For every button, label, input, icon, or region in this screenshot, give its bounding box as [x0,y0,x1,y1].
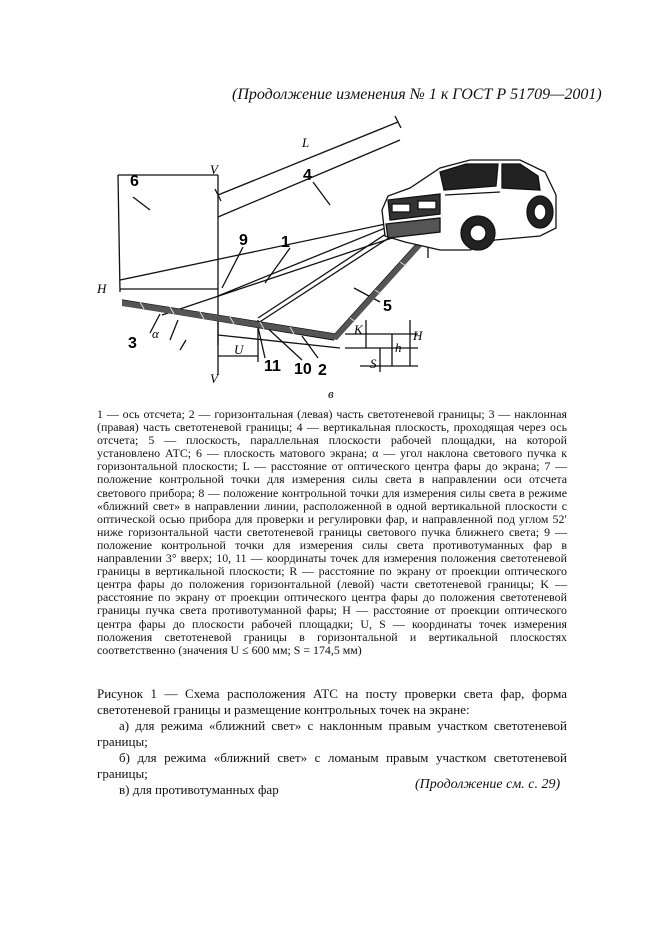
label-v-top: V [210,162,218,177]
caption-item-c: в) для противотуманных фар [119,782,279,797]
label-s: S [370,356,377,371]
figure-legend: 1 — ось отсчета; 2 — горизонтальная (левая) часть светотеневой границы; 3 — наклонная (правая) часть светотеневой границы; 4 — вертикальная плоскость, проходящая через ось отсчета; 5 — плоскость, параллельная плоскости рабочей площадки, на которой установлено АТС; 6 — плоскость матового экрана; α — угол наклона светового пучка к горизонтальной плоскости; L — расстояние от оптического центра фары до экрана; 7 — положение контрольной точки для измерения силы света в направлении оси отсчета светового прибора; 8 — положение контрольной точки для измерения силы света в режиме «ближний свет» в направлении линии, расположенной в одной вертикальной плоскости с оптической осью прибора для проверки и регулировки фар, и направленной под углом 52ʹ ниже горизонтальной части светотеневой границы светового пучка ближнего света; 9 — положение контрольной точки для измерения силы света противотуманных фар в направлении 3° вверх; 10, 11 — координаты точек для измерения положения светотеневой границы в вертикальной плоскости; R — расстояние по экрану от проекции оптического центра фары до положения горизонтальной (левой) части светотеневой границы; K — расстояние по экрану от проекции оптического центра фары до положения светотеневой границы пучка света противотуманной фары; H — расстояние от проекции оптического центра фары до плоскости рабочей площадки; U, S — координаты точек измерения положения светотеневой границы в горизонтальной и вертикальной плоскостях соответственно (значения U ≤ 600 мм; S = 174,5 мм) [97,407,567,657]
headlight-test-diagram [0,0,661,400]
label-h-small: h [395,340,402,355]
label-2: 2 [318,362,327,379]
label-l: L [302,135,310,150]
label-u: U [234,342,244,357]
label-3: 3 [128,335,137,352]
label-h-right: H [413,328,423,343]
caption-item-b: б) для режима «ближний свет» с ломаным правым участком светотеневой границы; [97,750,567,781]
label-5: 5 [383,298,392,315]
cutoff-hatched-strip [122,240,424,340]
label-6: 6 [130,173,139,190]
car-illustration [382,160,556,250]
label-subfigure: в [328,386,334,400]
label-10: 10 [294,361,312,378]
page-footer: (Продолжение см. с. 29) [415,777,561,792]
l-dimension-line [218,122,398,195]
label-h-left: H [97,281,107,296]
label-9: 9 [239,232,248,249]
label-v-bottom: V [210,371,218,386]
label-k: K [354,322,363,337]
beam-ray-lower [255,232,398,325]
label-alpha: α [152,326,159,341]
label-4: 4 [303,167,312,184]
screen-left-edge [118,175,120,292]
page-header: (Продолжение изменения № 1 к ГОСТ Р 51709—2001) [232,86,602,103]
beam-ray-mid [258,228,395,318]
caption-title: Рисунок 1 — Схема расположения АТС на посту проверки света фар, форма светотеневой границы и размещение контрольных точек на экране: [97,686,567,717]
label-11: 11 [264,358,281,375]
caption-item-a: а) для режима «ближний свет» с наклонным правым участком светотеневой границы; [97,718,567,749]
label-1: 1 [281,234,290,251]
